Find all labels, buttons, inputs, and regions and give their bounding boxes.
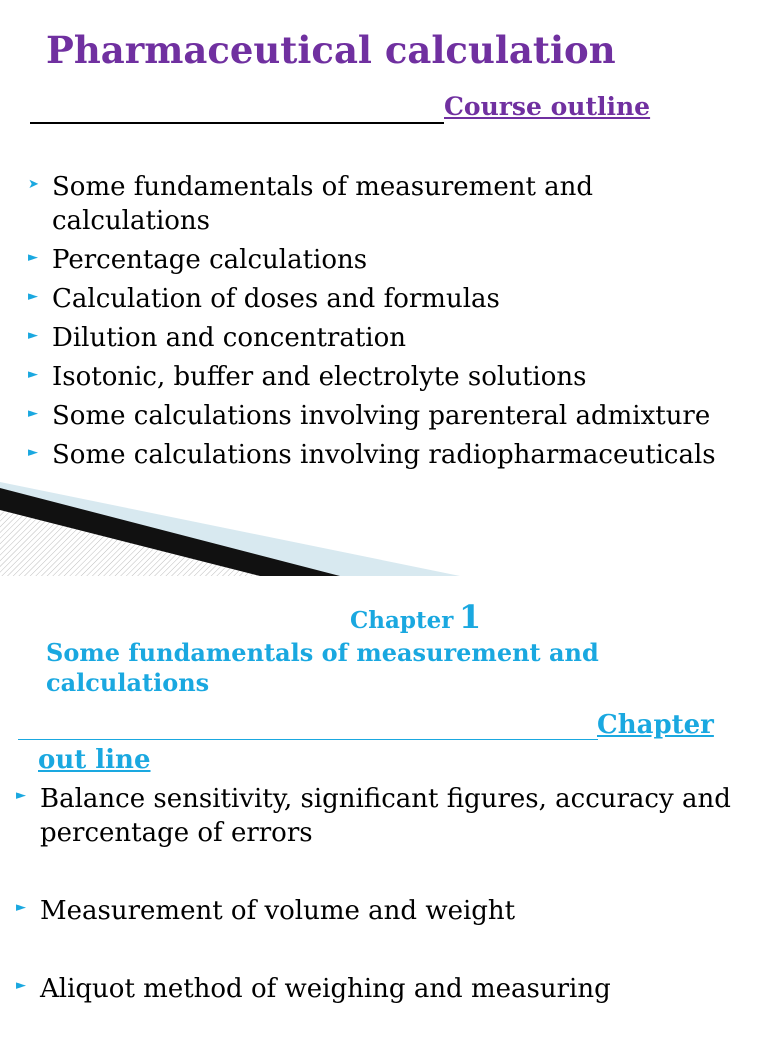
arrow-bullet-icon: ► [28,328,38,343]
list-item: ► Dilution and concentration [28,323,406,353]
slide-chapter-1 [0,576,768,1024]
chapter-outline-heading: Chapter [597,710,714,740]
list-item: ► Some calculations involving radiopharmaceuticals [28,440,716,470]
arrow-bullet-icon: ► [28,367,38,382]
chapter-title: Some fundamentals of measurement and calculations [46,638,599,697]
arrow-bullet-icon: ► [28,250,38,265]
decorative-swoosh [0,470,460,576]
list-item: ► Balance sensitivity, significant figures, accuracy and percentage of errors [16,784,731,848]
list-item: ➤ Some fundamentals of measurement and calculations [28,172,594,236]
course-topic-list [28,170,728,477]
arrow-bullet-icon: ► [28,406,38,421]
list-item: ► Aliquot method of weighing and measuring [16,974,611,1004]
list-item: ► Calculation of doses and formulas [28,284,500,314]
course-outline-heading: Course outline [444,92,651,121]
list-item: ► Percentage calculations [28,245,368,275]
page-title: Pharmaceutical calculation [46,28,616,72]
chapter-topic-list [16,782,756,1050]
heading-rule [30,122,444,124]
chapter-label [350,598,481,636]
arrow-bullet-icon: ► [28,289,38,304]
chapter-word: Chapter [350,607,454,634]
arrow-bullet-icon: ➤ [28,177,39,192]
list-item: ► Measurement of volume and weight [16,896,516,926]
arrow-bullet-icon: ► [28,445,38,460]
chapter-number: 1 [458,598,482,636]
arrow-bullet-icon: ► [16,900,26,915]
list-item: ► Isotonic, buffer and electrolyte solutions [28,362,587,392]
chapter-outline-heading-continued: out line [38,745,151,775]
arrow-bullet-icon: ► [16,788,26,803]
list-item: ► Some calculations involving parenteral admixture [28,401,711,431]
arrow-bullet-icon: ► [16,978,26,993]
chapter-heading-rule [18,739,598,740]
